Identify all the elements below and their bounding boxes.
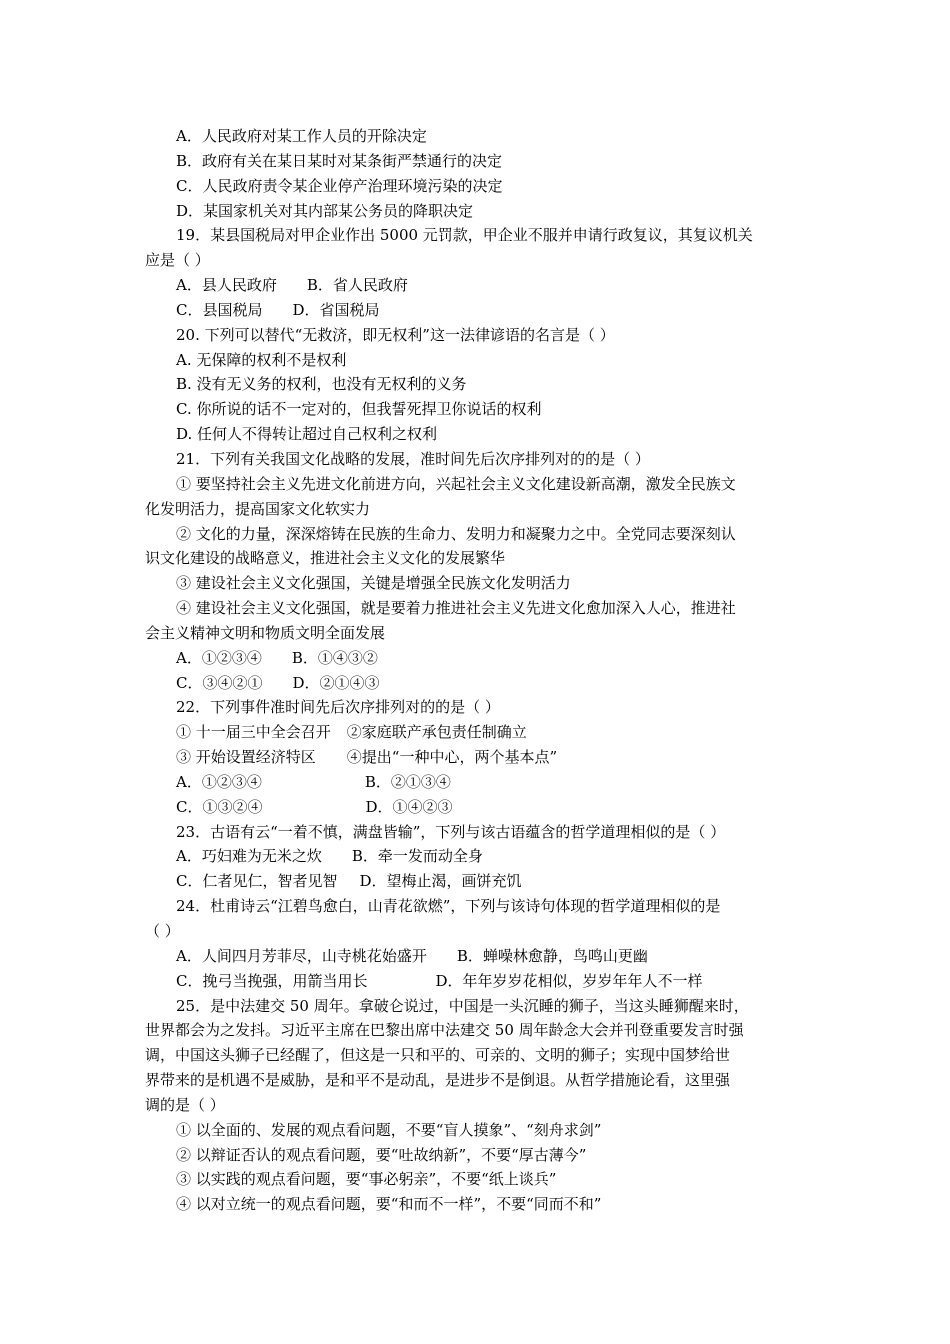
q22-items-12 <box>145 720 810 745</box>
q24-option-b: B．蝉噪林愈静，鸟鸣山更幽 <box>456 946 648 965</box>
q19-options-cd <box>145 298 810 323</box>
q21-item1-line2: 化发明活力，提高国家文化软实力 <box>145 499 371 518</box>
q23-option-b: B．牵一发而动全身 <box>351 847 483 866</box>
q23-option-d: D．望梅止渴，画饼充饥 <box>359 872 522 891</box>
q25-item3: ③ 以实践的观点看问题，要“事必躬亲”，不要“纸上谈兵” <box>176 1170 557 1189</box>
exam-page <box>145 124 810 1217</box>
q23-options-cd <box>145 869 810 894</box>
q23-options-ab <box>145 844 810 869</box>
q24-option-d: D．年年岁岁花相似，岁岁年年人不一样 <box>435 971 703 990</box>
q21-options-ab <box>145 646 810 671</box>
q24-options-ab <box>145 944 810 969</box>
q22-option-d: D．①④②③ <box>365 797 453 816</box>
q24-option-a: A．人间四月芳菲尽，山寺桃花始盛开 <box>176 946 427 965</box>
q21-option-a: A．①②③④ <box>176 648 262 667</box>
q21-item1-line1: ① 要坚持社会主义先进文化前进方向，兴起社会主义文化建设新高潮，激发全民族文 <box>176 474 736 493</box>
q24-stem-line1: 24．杜甫诗云“江碧鸟愈白，山青花欲燃”，下列与该诗句体现的哲学道理相似的是 <box>176 897 721 916</box>
q18-option-b: B．政府有关在某日某时对某条街严禁通行的决定 <box>176 151 503 170</box>
q24-options-cd <box>145 969 810 994</box>
q23-option-a: A．巧妇难为无米之炊 <box>176 847 322 866</box>
q21-item4-line2: 会主义精神文明和物质文明全面发展 <box>145 623 386 642</box>
q22-item2: ②家庭联产承包责任制确立 <box>346 723 527 742</box>
q24-stem-line2: （ ） <box>145 922 180 940</box>
q21-option-d: D．②①④③ <box>292 673 380 692</box>
q24-option-c: C．挽弓当挽强，用箭当用长 <box>176 971 368 990</box>
q22-option-a: A．①②③④ <box>176 772 262 791</box>
q18-option-c: C．人民政府责令某企业停产治理环境污染的决定 <box>176 176 503 195</box>
q19-stem-line2: 应是（ ） <box>145 251 210 270</box>
q19-stem-line1: 19．某县国税局对甲企业作出 5000 元罚款，甲企业不服并申请行政复议，其复议机关 <box>176 226 753 245</box>
q25-stem-line4: 界带来的是机遇不是威胁，是和平不是动乱，是进步不是倒退。从哲学措施论看，这里强 <box>145 1071 731 1090</box>
q21-item3: ③ 建设社会主义文化强国，关键是增强全民族文化发明活力 <box>176 574 571 593</box>
q21-option-b: B．①④③② <box>291 648 378 667</box>
q18-option-a: A．人民政府对某工作人员的开除决定 <box>176 127 427 145</box>
q19-option-b: B．省人民政府 <box>306 276 408 295</box>
q21-stem: 21．下列有关我国文化战略的发展，准时间先后次序排列对的的是（ ） <box>176 449 650 468</box>
q21-item2-line1: ② 文化的力量，深深熔铸在民族的生命力、发明力和凝聚力之中。全党同志要深刻认 <box>176 524 736 543</box>
q20-option-c: C. 你所说的话不一定对的，但我誓死捍卫你说话的权利 <box>176 400 542 419</box>
q22-stem: 22．下列事件准时间先后次序排列对的的是（ ） <box>176 698 500 717</box>
q23-stem: 23．古语有云“一着不慎，满盘皆输”，下列与该古语蕴含的哲学道理相似的是（ ） <box>176 822 726 841</box>
q19-option-d: D．省国税局 <box>292 300 380 319</box>
q25-stem-line1: 25．是中法建交 50 周年。拿破仑说过，中国是一头沉睡的狮子，当这头睡狮醒来时， <box>176 996 749 1015</box>
q25-item4: ④ 以对立统一的观点看问题，要“和而不一样”，不要“同而不和” <box>176 1195 602 1214</box>
q22-item3: ③ 开始设置经济特区 <box>176 748 316 767</box>
q20-stem: 20. 下列可以替代“无救济，即无权利”这一法律谚语的名言是（ ） <box>176 325 615 344</box>
q25-stem-line3: 调，中国这头狮子已经醒了，但这是一只和平的、可亲的、文明的狮子；实现中国梦给世 <box>145 1046 731 1065</box>
q23-option-c: C．仁者见仁，智者见智 <box>176 872 338 891</box>
q18-option-d: D．某国家机关对其内部某公务员的降职决定 <box>176 201 474 220</box>
q20-option-b: B. 没有无义务的权利，也没有无权利的义务 <box>176 375 467 394</box>
q21-option-c: C．③④②① <box>176 673 263 692</box>
q21-options-cd <box>145 671 810 696</box>
q25-stem-line2: 世界都会为之发抖。习近平主席在巴黎出席中法建交 50 周年龄念大会并刊登重要发言时强 <box>145 1021 744 1040</box>
q22-option-c: C．①③②④ <box>176 797 263 816</box>
q19-option-a: A．县人民政府 <box>176 276 277 295</box>
q21-item4-line1: ④ 建设社会主义文化强国，就是要着力推进社会主义先进文化愈加深入人心，推进社 <box>176 599 736 618</box>
q22-options-ab <box>145 770 810 795</box>
q19-options-ab <box>145 273 810 298</box>
q22-item4: ④提出“一种中心，两个基本点” <box>346 748 558 767</box>
q19-option-c: C．县国税局 <box>176 300 263 319</box>
q22-options-cd <box>145 795 810 820</box>
q22-option-b: B．②①③④ <box>364 772 451 791</box>
q20-option-d: D. 任何人不得转让超过自己权利之权利 <box>176 425 438 444</box>
q25-item1: ① 以全面的、发展的观点看问题，不要“盲人摸象”、“刻舟求剑” <box>176 1120 602 1139</box>
q25-stem-line5: 调的是（ ） <box>145 1095 225 1114</box>
q22-item1: ① 十一届三中全会召开 <box>176 723 331 742</box>
q22-items-34 <box>145 745 810 770</box>
q25-item2: ② 以辩证否认的观点看问题，要“吐故纳新”，不要“厚古薄今” <box>176 1145 587 1164</box>
q21-item2-line2: 识文化建设的战略意义，推进社会主义文化的发展繁华 <box>145 549 506 568</box>
q20-option-a: A. 无保障的权利不是权利 <box>176 350 347 369</box>
